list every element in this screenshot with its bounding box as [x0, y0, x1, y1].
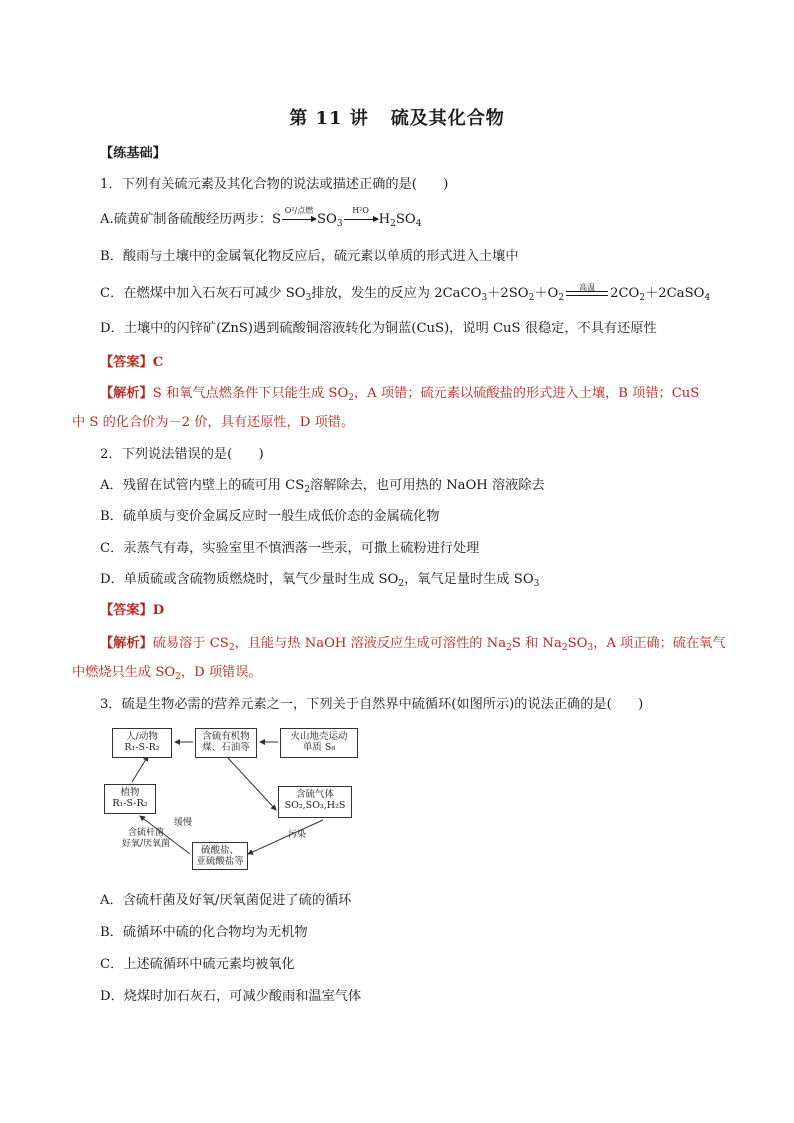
- box-volcano: 火山地壳运动 单质 S₈: [280, 728, 358, 758]
- section-heading: 【练基础】: [100, 146, 166, 161]
- q2-option-d: D．单质硫或含硫物质燃烧时，氧气少量时生成 $SO_2$，氧气足量时生成 $SO_3$: [100, 572, 540, 589]
- box-sulfate-salts: 硫酸盐、 亚硫酸盐等: [192, 842, 248, 870]
- reaction-arrow: H²O: [344, 211, 378, 229]
- page-title: 第 11 讲 硫及其化合物: [289, 108, 505, 129]
- box-sulfur-gas: 含硫气体 SO₂,SO₃,H₂S: [278, 786, 352, 818]
- q1-option-b: B．酸雨与土壤中的金属氧化物反应后，硫元素以单质的形式进入土壤中: [100, 249, 519, 264]
- box-plants: 植物 R₁-S-R₂: [104, 784, 156, 814]
- label-slow: 缓慢: [174, 818, 193, 828]
- reaction-arrow: O²/点燃: [282, 211, 316, 229]
- sulfur-cycle-diagram: [98, 722, 368, 872]
- box-human-animal: 人/动物 R₁-S-R₂: [112, 728, 172, 758]
- q3-stem: 3．硫是生物必需的营养元素之一，下列关于自然界中硫循环(如图所示)的说法正确的是( ): [100, 697, 644, 712]
- q1-answer: 【答案】C: [100, 355, 164, 370]
- q1-option-a: A.硫黄矿制备硫酸经历两步：S O²/点燃 $SO_3$ H²O $H_2SO_4$: [100, 206, 422, 229]
- q3-option-a: A．含硫杆菌及好氧/厌氧菌促进了硫的循环: [100, 893, 352, 908]
- label-pollution: 污染: [288, 830, 307, 840]
- q2-option-b: B．硫单质与变价金属反应时一般生成低价态的金属硫化物: [100, 509, 440, 524]
- q2-analysis-line1: 【解析】硫易溶于 $CS_2$，且能与热 NaOH 溶液反应生成可溶性的 $Na_2S$ 和 $Na_2SO_3$，A 项正确；硫在氧气: [100, 636, 726, 653]
- box-organic-sulfur: 含硫有机物 煤、石油等: [195, 728, 257, 758]
- q2-option-a: A．残留在试管内壁上的硫可用 $CS_2$溶解除去，也可用热的 NaOH 溶液除去: [100, 478, 545, 495]
- q3-option-c: C．上述硫循环中硫元素均被氧化: [100, 957, 295, 972]
- q1-analysis-line1: 【解析】S 和氧气点燃条件下只能生成 $SO_2$，A 项错；硫元素以硫酸盐的形式进入土壤，B 项错；CuS: [100, 386, 700, 403]
- q2-option-c: C．汞蒸气有毒，实验室里不慎洒落一些汞，可撒上硫粉进行处理: [100, 541, 480, 556]
- label-bacteria: 含硫杆菌 好氧/厌氧菌: [122, 828, 171, 849]
- q3-option-d: D．烧煤时加石灰石，可减少酸雨和温室气体: [100, 989, 362, 1004]
- equilibrium-sign: 高温: [566, 291, 608, 296]
- q1-stem: 1．下列有关硫元素及其化合物的说法或描述正确的是( ): [100, 177, 449, 192]
- q2-answer: 【答案】D: [100, 603, 165, 618]
- q1-option-d: D．土壤中的闪锌矿(ZnS)遇到硫酸铜溶液转化为铜蓝(CuS)，说明 CuS 很稳定，不具有还原性: [100, 321, 657, 336]
- q2-analysis-line2: 中燃烧只生成 $SO_2$，D 项错误。: [72, 665, 262, 682]
- q2-stem: 2．下列说法错误的是( ): [100, 447, 264, 462]
- q3-option-b: B．硫循环中硫的化合物均为无机物: [100, 925, 308, 940]
- q1-option-c: C．在燃煤中加入石灰石可减少 $SO_3$排放，发生的反应为 $2CaCO_3+2SO_2+O_2$ 高温 $2CO_2+2CaSO_4$: [100, 283, 711, 303]
- q1-analysis-line2: 中 S 的化合价为－2 价，具有还原性，D 项错。: [72, 415, 355, 430]
